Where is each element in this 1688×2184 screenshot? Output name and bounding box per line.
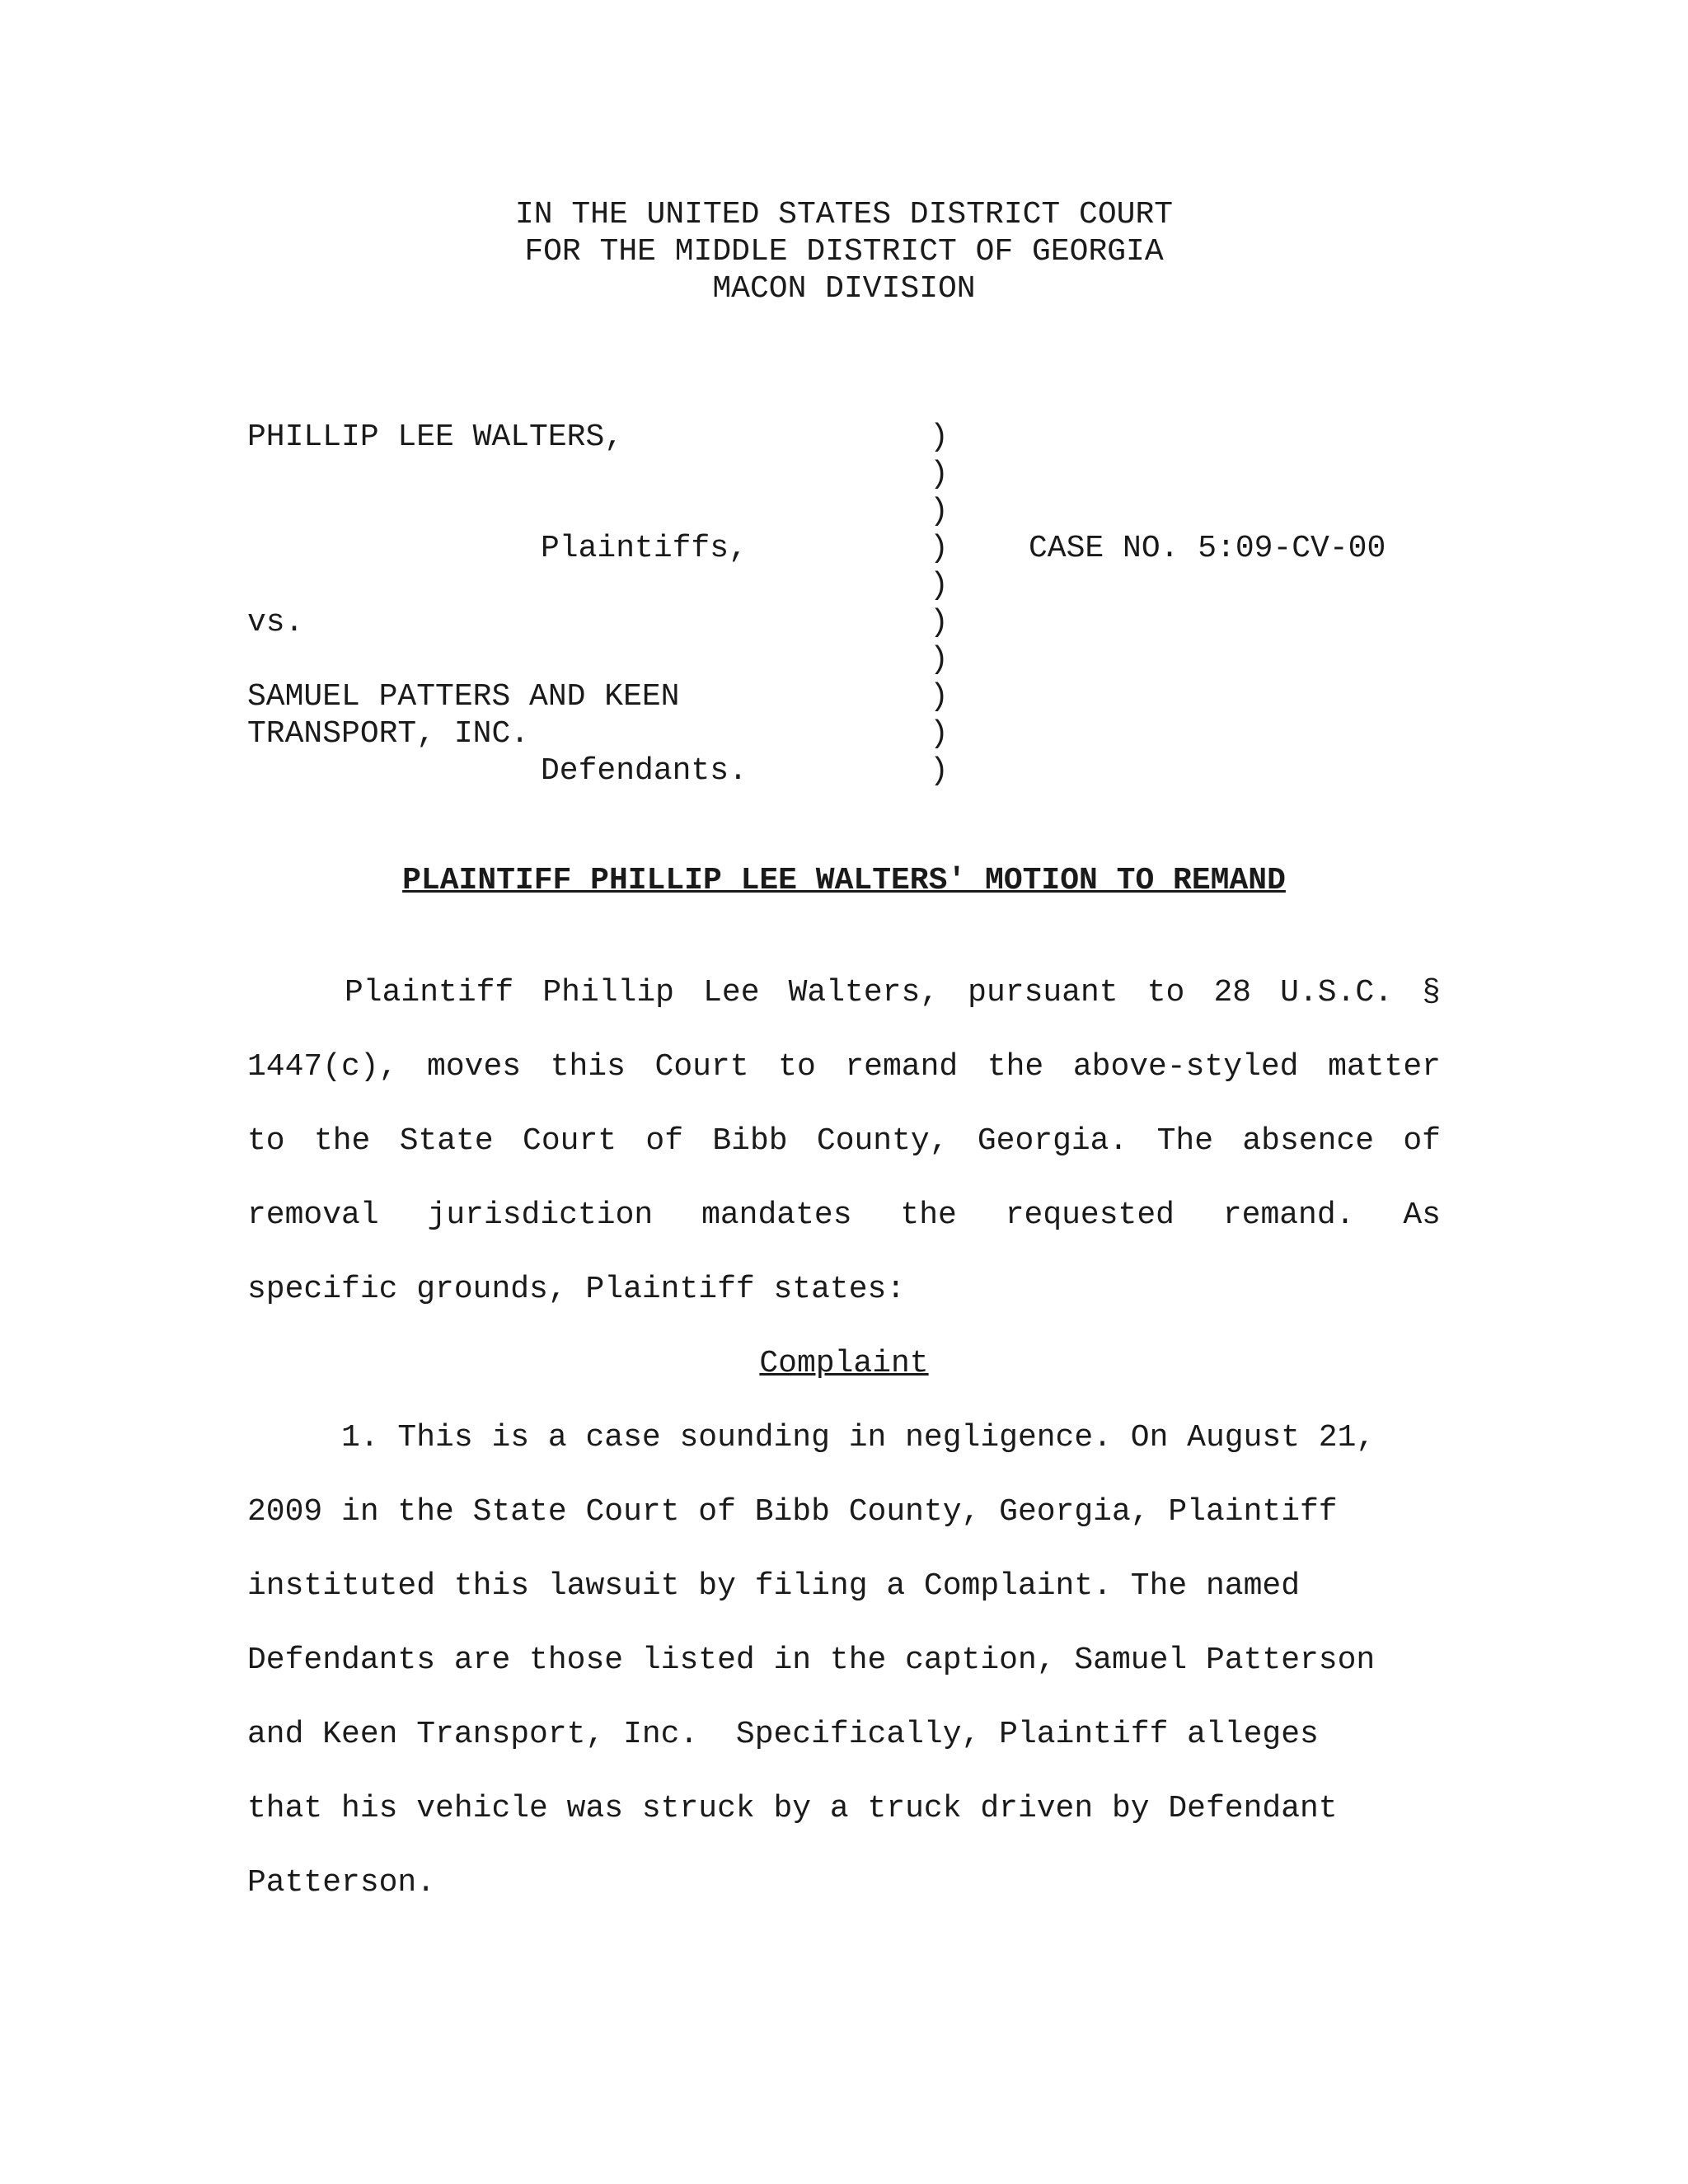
- word: above-styled: [1072, 1049, 1299, 1085]
- defendant-name-line1: SAMUEL PATTERS AND KEEN: [247, 679, 680, 715]
- word: U.S.C.: [1280, 975, 1393, 1010]
- word: of: [645, 1123, 684, 1159]
- word: 1447(c),: [247, 1049, 398, 1085]
- intro-line-3: [247, 1104, 1441, 1179]
- caption-paren: ): [930, 568, 949, 603]
- word: the: [987, 1049, 1044, 1085]
- court-header: [0, 196, 1688, 307]
- word: moves: [427, 1049, 522, 1085]
- word: absence: [1242, 1123, 1375, 1159]
- word: the: [313, 1123, 371, 1159]
- word: removal: [247, 1197, 379, 1233]
- intro-line-1: [247, 956, 1441, 1030]
- word: Phillip: [542, 975, 674, 1010]
- court-district-line: FOR THE MIDDLE DISTRICT OF GEORGIA: [524, 234, 1164, 269]
- word: of: [1403, 1123, 1441, 1159]
- word: the: [900, 1197, 957, 1233]
- caption-paren: ): [930, 605, 949, 640]
- word: Walters,: [788, 975, 940, 1010]
- word: Bibb: [712, 1123, 788, 1159]
- word: Georgia.: [977, 1123, 1128, 1159]
- plaintiff-role: Plaintiffs,: [541, 531, 748, 566]
- court-name-line: IN THE UNITED STATES DISTRICT COURT: [514, 197, 1174, 232]
- word: State: [399, 1123, 494, 1159]
- intro-line-2: [247, 1030, 1441, 1104]
- caption-paren: ): [930, 679, 949, 715]
- caption-paren: ): [930, 753, 949, 789]
- section-heading-complaint: Complaint: [759, 1346, 929, 1381]
- case-caption: [247, 419, 1484, 790]
- word: County,: [816, 1123, 949, 1159]
- word: pursuant: [968, 975, 1118, 1010]
- case-number: CASE NO. 5:09-CV-00: [1029, 531, 1386, 566]
- word: 28: [1213, 975, 1252, 1010]
- complaint-line-4: Defendants are those listed in the caption, Samuel Patterson: [247, 1643, 1376, 1678]
- word: §: [1422, 975, 1441, 1010]
- caption-paren: ): [930, 419, 949, 455]
- word: remand: [845, 1049, 959, 1085]
- complaint-line-1: 1. This is a case sounding in negligence. On August 21,: [247, 1420, 1376, 1455]
- defendant-name-line2: TRANSPORT, INC.: [247, 716, 530, 752]
- motion-title: PLAINTIFF PHILLIP LEE WALTERS' MOTION TO REMAND: [402, 863, 1286, 898]
- word: to: [1146, 975, 1185, 1010]
- complaint-line-3: instituted this lawsuit by filing a Complaint. The named: [247, 1568, 1301, 1604]
- word: to: [778, 1049, 816, 1085]
- intro-paragraph: [247, 956, 1441, 1327]
- word: to: [247, 1123, 285, 1159]
- caption-paren: ): [930, 457, 949, 492]
- word: The: [1156, 1123, 1214, 1159]
- word: jurisdiction: [427, 1197, 654, 1233]
- complaint-line-5: and Keen Transport, Inc. Specifically, Plaintiff alleges: [247, 1717, 1319, 1752]
- word: Lee: [703, 975, 760, 1010]
- complaint-paragraph: [247, 1401, 1441, 1920]
- intro-line-4: [247, 1179, 1441, 1253]
- caption-paren: ): [930, 531, 949, 566]
- word: Plaintiff: [345, 975, 514, 1010]
- caption-paren: ): [930, 494, 949, 529]
- defendant-role: Defendants.: [541, 753, 748, 789]
- word: Court: [654, 1049, 749, 1085]
- word: this: [550, 1049, 626, 1085]
- word: requested: [1005, 1197, 1175, 1233]
- versus-label: vs.: [247, 605, 304, 640]
- complaint-line-6: that his vehicle was struck by a truck driven by Defendant: [247, 1791, 1338, 1826]
- plaintiff-name: PHILLIP LEE WALTERS,: [247, 419, 624, 455]
- word: Court: [523, 1123, 617, 1159]
- word: remand.: [1222, 1197, 1355, 1233]
- court-division-line: MACON DIVISION: [712, 271, 976, 307]
- word: As: [1403, 1197, 1441, 1233]
- caption-paren: ): [930, 716, 949, 752]
- caption-paren: ): [930, 642, 949, 677]
- complaint-line-2: 2009 in the State Court of Bibb County, Georgia, Plaintiff: [247, 1494, 1338, 1530]
- intro-line-5: specific grounds, Plaintiff states:: [247, 1272, 906, 1307]
- complaint-line-7: Patterson.: [247, 1865, 436, 1900]
- word: mandates: [701, 1197, 852, 1233]
- word: matter: [1328, 1049, 1441, 1085]
